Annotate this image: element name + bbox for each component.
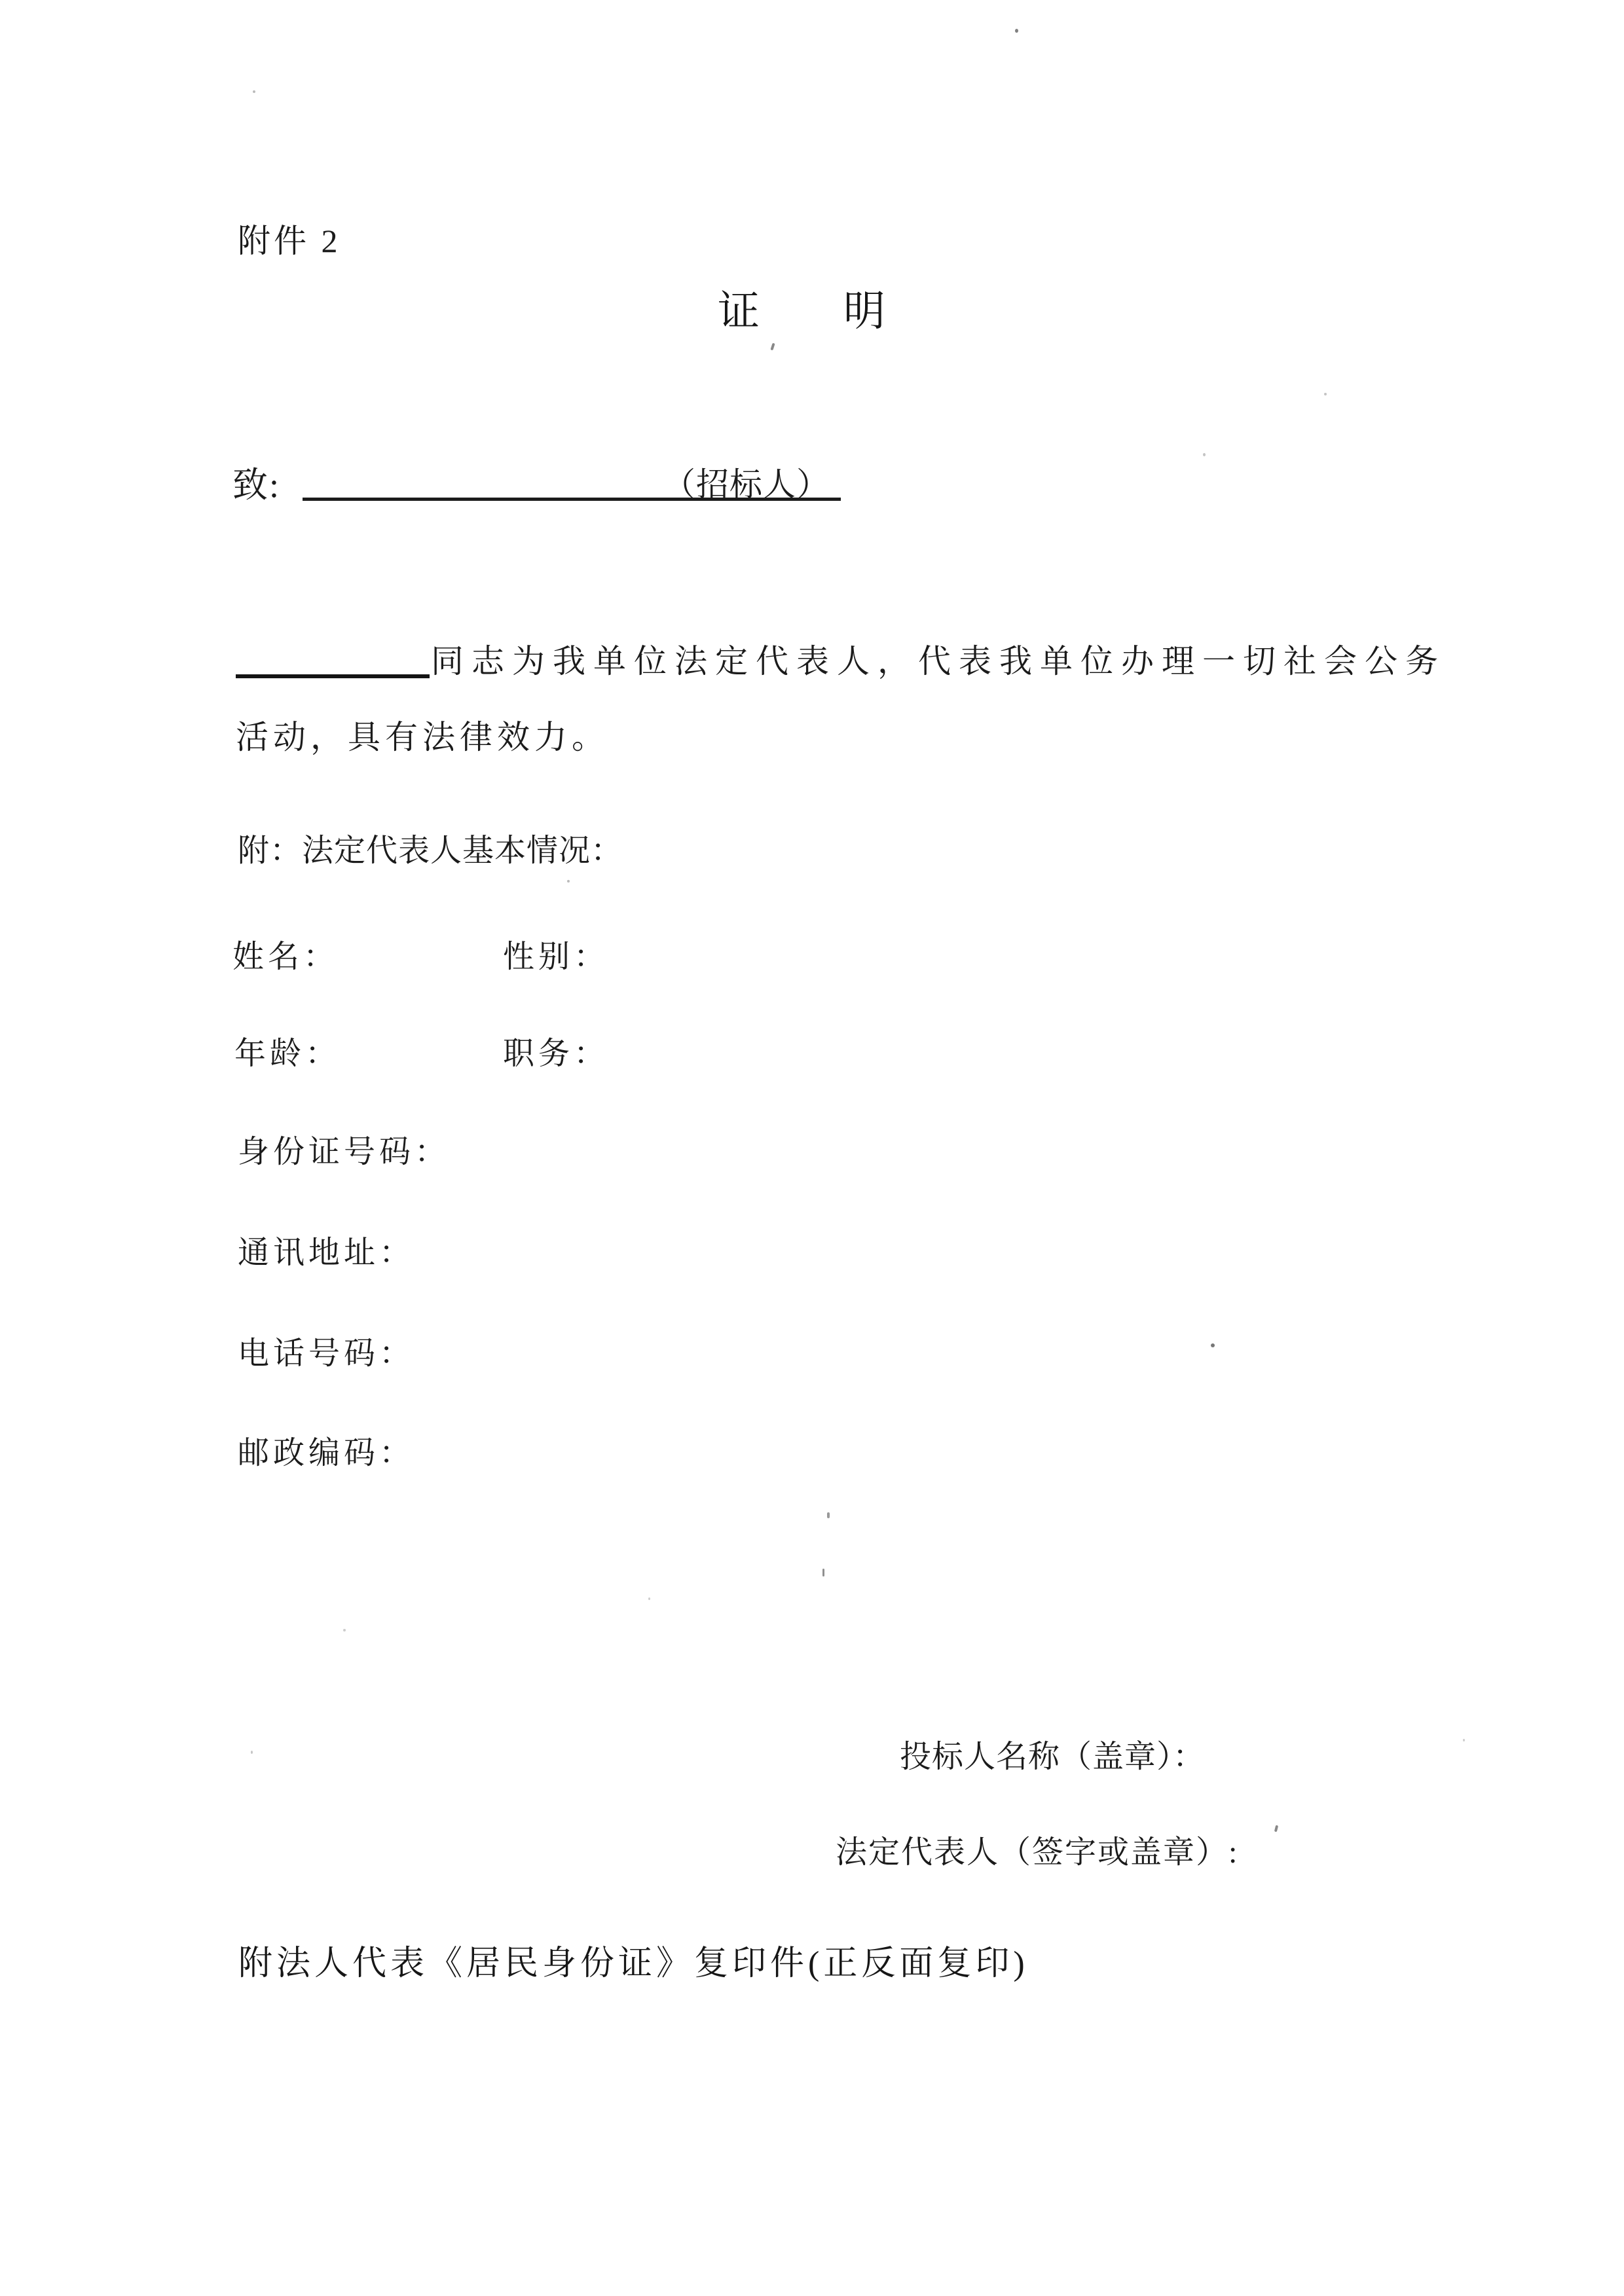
- field-label-name: 姓名：: [232, 939, 339, 974]
- attachment-note: 附：法定代表人基本情况：: [238, 833, 623, 868]
- field-label-phone: 电话号码：: [238, 1336, 415, 1371]
- scan-artifact: [1211, 1343, 1215, 1347]
- field-label-age: 年龄：: [234, 1036, 341, 1071]
- document-title: 证 明: [718, 288, 885, 335]
- scan-artifact: [770, 343, 775, 351]
- name-blank-line: [236, 674, 430, 678]
- footer-note: 附法人代表《居民身份证》复印件(正反面复印): [238, 1945, 1029, 1982]
- scan-artifact: [827, 1512, 830, 1518]
- scan-artifact: [1324, 393, 1327, 395]
- scan-artifact: [567, 880, 570, 883]
- scan-artifact: [343, 1629, 346, 1631]
- scan-artifact: [1203, 453, 1206, 456]
- field-label-gender: 性别：: [503, 939, 610, 974]
- field-label-address: 通讯地址：: [238, 1235, 415, 1270]
- scan-artifact: [1274, 1825, 1278, 1832]
- signature-representative-line: 法定代表人（签字或盖章）:: [836, 1835, 1239, 1870]
- field-label-position: 职务：: [503, 1036, 610, 1071]
- attachment-label: 附件 2: [238, 223, 341, 259]
- to-prefix: 致:: [232, 465, 281, 505]
- field-label-postcode: 邮政编码：: [238, 1436, 415, 1470]
- body-paragraph-line-1: 同志为我单位法定代表人，代表我单位办理一切社会公务: [431, 643, 1446, 680]
- scan-artifact: [1015, 29, 1018, 33]
- field-label-id-number: 身份证号码：: [238, 1135, 451, 1169]
- body-paragraph-line-2: 活动，具有法律效力。: [236, 719, 609, 756]
- scan-artifact: [251, 1751, 253, 1754]
- scan-artifact: [648, 1597, 650, 1600]
- signature-bidder-line: 投标人名称（盖章）：: [900, 1740, 1206, 1774]
- scan-artifact: [822, 1569, 824, 1576]
- scan-artifact: [253, 90, 255, 93]
- recipient-hint-label: （招标人）: [663, 466, 830, 503]
- scan-artifact: [1463, 1739, 1465, 1741]
